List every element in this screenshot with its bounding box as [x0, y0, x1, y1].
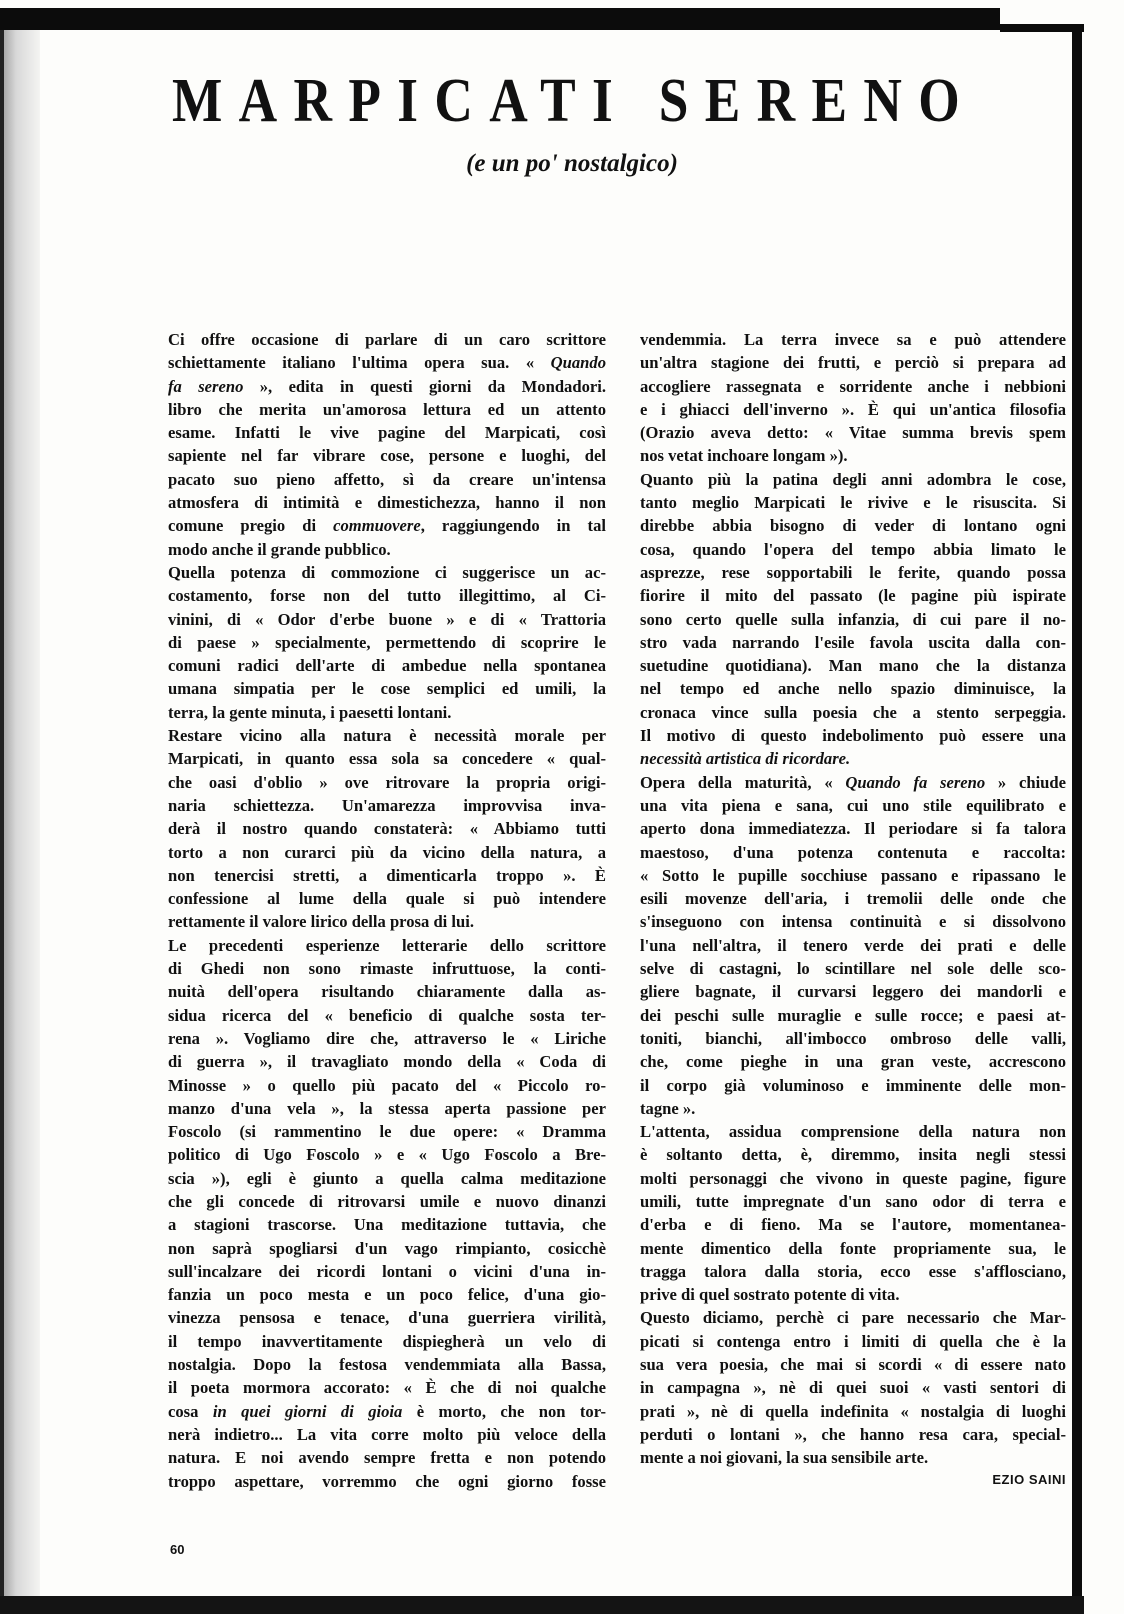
- text-line: tagne ».: [640, 1098, 696, 1118]
- paragraph: [168, 724, 606, 934]
- bottom-border-bar: [0, 1596, 1084, 1614]
- text-line: « Sotto le pupille socchiuse passano e ripassano le: [640, 865, 1066, 885]
- text-line: fanzia un poco mesta e un poco felice, d'una gio-: [168, 1285, 606, 1305]
- text-line: sapiente nel far vibrare cose, persone e luoghi, del: [168, 446, 606, 466]
- text-line: il poeta mormora accorato: « È che di noi qualche: [168, 1378, 606, 1398]
- text-line: che oasi d'oblio » ove ritrovare la propria origi-: [168, 772, 606, 792]
- text-line: tragga talora dalla storia, ecco esse s'afflosciano,: [640, 1261, 1066, 1281]
- text-line: è soltanto detta, è, diremmo, insita negli stessi: [640, 1145, 1066, 1165]
- text-line: gliere bagnate, il curvarsi leggero dei mandorli e: [640, 982, 1066, 1002]
- text-line: terra, la gente minuta, i paesetti lontani.: [168, 702, 452, 722]
- paragraph: [640, 468, 1066, 771]
- paragraph: [168, 934, 606, 1493]
- text-line: umili, tutte impregnate d'un sano odor di terra e: [640, 1191, 1066, 1211]
- text-line: sono certo quelle sulla infanzia, di cui pare il no-: [640, 609, 1066, 629]
- text-line: atmosfera di intimità e dimestichezza, hanno il non: [168, 493, 606, 513]
- text-line: [168, 1400, 606, 1423]
- text-line: stro vada narrando l'esile favola uscita dalla con-: [640, 632, 1066, 652]
- text-line: che, come pieghe in una gran veste, accrescono: [640, 1052, 1066, 1072]
- italic-text: commuovere: [333, 516, 421, 536]
- text-line: Ci offre occasione di parlare di un caro scrittore: [168, 330, 606, 349]
- text-line: [168, 514, 606, 537]
- text-line: Restare vicino alla natura è necessità morale per: [168, 726, 606, 746]
- text-line: toniti, bianchi, all'imbocco ombroso delle valli,: [640, 1028, 1066, 1048]
- text-line: prive di quel sostrato potente di vita.: [640, 1285, 900, 1305]
- text-line: costamento, forse non del tutto illegittimo, al Ci-: [168, 586, 606, 606]
- text-line: picati si contenga entro i limiti di quella che è la: [640, 1331, 1066, 1351]
- text-line: vinini, di « Odor d'erbe buone » e di « Trattoria: [168, 609, 606, 629]
- text-line: il tempo inavvertitamente dispiegherà un velo di: [168, 1331, 606, 1351]
- text-line: Questo diciamo, perchè ci pare necessario che Mar-: [640, 1308, 1066, 1328]
- text-segment: » chiude: [985, 772, 1066, 792]
- text-line: suetudine quotidiana). Man mano che la distanza: [640, 656, 1066, 676]
- italic-text: necessità artistica di ricordare.: [640, 749, 851, 769]
- text-segment: », edita in questi giorni da Mondadori.: [243, 376, 606, 396]
- italic-text: Quando fa sereno: [845, 772, 986, 792]
- text-line: accogliere rassegnata e sorridente anche i nebbioni: [640, 376, 1066, 396]
- text-line: sidua ricerca del « beneficio di qualche sosta ter-: [168, 1005, 606, 1025]
- text-line: naria schiettezza. Un'amarezza improvvisa inva-: [168, 795, 606, 815]
- text-line: in campagna », nè di quei suoi « vasti sentori di: [640, 1378, 1066, 1398]
- text-line: esame. Infatti le vive pagine del Marpicati, così: [168, 423, 606, 443]
- page-number: 60: [170, 1542, 185, 1557]
- text-line: Minosse » o quello più pacato del « Piccolo ro-: [168, 1075, 606, 1095]
- text-line: il corpo già voluminoso e imminente delle mon-: [640, 1075, 1066, 1095]
- top-border-bar: [0, 8, 1000, 30]
- paragraph: [640, 1306, 1066, 1469]
- text-line: natura. E noi avendo sempre fretta e non potendo: [168, 1448, 606, 1468]
- paragraph: [640, 328, 1066, 468]
- text-segment: , raggiungendo in tal: [420, 516, 606, 536]
- text-line: troppo aspettare, vorremmo che ogni giorno fosse: [168, 1471, 606, 1491]
- paragraph: [640, 771, 1066, 1120]
- text-line: L'attenta, assidua comprensione della natura non: [640, 1122, 1066, 1142]
- text-line: tanto meglio Marpicati le rivive e le risuscita. Si: [640, 493, 1066, 513]
- article-title: MARPICATI SERENO: [172, 67, 977, 135]
- text-segment: comune pregio di: [168, 516, 334, 536]
- text-line: comuni radici dell'arte di ambedue nella spontanea: [168, 656, 606, 676]
- text-line: rena ». Vogliamo dire che, attraverso le « Liriche: [168, 1028, 606, 1048]
- italic-text: fa sereno: [168, 376, 244, 396]
- text-line: di paese » specialmente, permettendo di scoprire le: [168, 632, 606, 652]
- text-line: d'erba e di fieno. Ma se l'autore, momentanea-: [640, 1215, 1066, 1235]
- paragraph: [640, 1120, 1066, 1306]
- text-line: modo anche il grande pubblico.: [168, 539, 391, 559]
- italic-text: in quei giorni di gioia: [212, 1401, 403, 1421]
- text-line: rettamente il valore lirico della prosa di lui.: [168, 912, 475, 932]
- text-line: pacato suo pieno affetto, sì da creare un'intensa: [168, 469, 606, 489]
- text-line: non saprà spogliarsi d'un vago rimpianto, cosicchè: [168, 1238, 606, 1258]
- text-line: direbbe abbia bisogno di veder di lontano ogni: [640, 516, 1066, 536]
- text-line: libro che merita un'amorosa lettura ed un attento: [168, 399, 606, 419]
- text-line: un'altra stagione dei frutti, e perciò si prepara ad: [640, 353, 1066, 373]
- text-line: prati », nè di quella indefinita « nostalgia di luoghi: [640, 1401, 1066, 1421]
- text-line: nuità dell'opera risultando chiaramente dalla as-: [168, 982, 606, 1002]
- text-line: selve di castagni, lo scintillare nel sole delle sco-: [640, 959, 1066, 979]
- paragraph: [168, 561, 606, 724]
- right-border-bar: [1072, 28, 1082, 1614]
- text-line: (Orazio aveva detto: « Vitae summa brevis spem: [640, 423, 1066, 443]
- text-line: [168, 375, 606, 398]
- text-line: Il motivo di questo indebolimento può essere una: [640, 726, 1066, 746]
- text-line: confessione al lume della quale si può intendere: [168, 889, 606, 909]
- text-line: maestoso, d'una potenza contenuta e raccolta:: [640, 842, 1066, 862]
- text-line: esili movenze dell'aria, i tremolii delle onde che: [640, 889, 1066, 909]
- text-line: [168, 351, 606, 374]
- text-line: dei peschi sulle muraglie e sulle rocce; e paesi at-: [640, 1005, 1066, 1025]
- text-segment: schiettamente italiano l'ultima opera sua. «: [168, 353, 551, 373]
- text-line: fiorire il mito del passato (le pagine più ispirate: [640, 586, 1066, 606]
- text-line: s'inseguono con intensa continuità e si dissolvono: [640, 912, 1066, 932]
- text-line: sull'incalzare dei ricordi lontani o vicini d'una in-: [168, 1261, 606, 1281]
- paragraph: [168, 328, 606, 561]
- text-line: l'una nell'altra, il tenero verde dei prati e delle: [640, 935, 1066, 955]
- text-line: a stagioni trascorse. Una meditazione tuttavia, che: [168, 1215, 606, 1235]
- text-line: di Ghedi non sono rimaste infruttuose, la conti-: [168, 959, 606, 979]
- text-line: manzo d'una vela », la stessa aperta passione per: [168, 1098, 606, 1118]
- text-line: nel tempo ed anche nello spazio diminuisce, la: [640, 679, 1066, 699]
- article-subtitle: (e un po' nostalgico): [466, 150, 678, 177]
- text-line: politico di Ugo Foscolo » e « Ugo Foscolo a Bre-: [168, 1145, 606, 1165]
- text-line: nerà indietro... La vita corre molto più veloce della: [168, 1424, 606, 1444]
- text-line: mente a noi giovani, la sua sensibile arte.: [640, 1448, 929, 1468]
- text-line: di guerra », il travagliato mondo della « Coda di: [168, 1052, 606, 1072]
- text-line: asprezze, rese sopportabili le ferite, quando possa: [640, 562, 1066, 582]
- text-column-left: [168, 328, 606, 1493]
- text-line: Quella potenza di commozione ci suggerisce un ac-: [168, 562, 606, 582]
- text-line: molti personaggi che vivono in queste pagine, figure: [640, 1168, 1066, 1188]
- author-signature: EZIO SAINI: [992, 1472, 1066, 1487]
- text-line: Le precedenti esperienze letterarie dello scrittore: [168, 935, 606, 955]
- text-column-right: [640, 328, 1066, 1470]
- text-line: cosa, quando l'opera del tempo abbia limato le: [640, 539, 1066, 559]
- text-line: non tenercisi stretti, a dimenticarla troppo ». È: [168, 865, 606, 885]
- text-line: e i ghiacci dell'inverno ». È qui un'antica filosofia: [640, 399, 1066, 419]
- text-line: mente dimentico della fonte propriamente sua, le: [640, 1238, 1066, 1258]
- text-line: nostalgia. Dopo la festosa vendemmiata alla Bassa,: [168, 1355, 606, 1375]
- text-line: Marpicati, in quanto essa sola sa concedere « qual-: [168, 749, 606, 769]
- text-line: vinezza pensosa e tenace, d'una guerriera virilità,: [168, 1308, 606, 1328]
- text-line: una vita piena e sana, cui uno stile equilibrato e: [640, 795, 1066, 815]
- page-edge-shadow: [0, 30, 40, 1600]
- text-line: che gli concede di ritrovarsi umile e nuovo dinanzi: [168, 1191, 606, 1211]
- text-segment: è morto, che non tor-: [402, 1401, 606, 1421]
- text-line: derà il nostro quando constaterà: « Abbiamo tutti: [168, 819, 606, 839]
- text-line: cronaca vince sulla poesia che a stento serpeggia.: [640, 702, 1066, 722]
- text-segment: cosa: [168, 1401, 213, 1421]
- text-line: [640, 771, 1066, 794]
- text-line: umana simpatia per le cose semplici ed umili, la: [168, 679, 606, 699]
- text-line: [640, 747, 1066, 770]
- text-line: Quanto più la patina degli anni adombra le cose,: [640, 469, 1066, 489]
- page-edge-line: [0, 30, 4, 1600]
- text-line: sua vera poesia, che mai si scordi « di essere nato: [640, 1355, 1066, 1375]
- text-line: torto a non curarci più da vicino della natura, a: [168, 842, 606, 862]
- text-segment: Opera della maturità, «: [640, 772, 846, 792]
- italic-text: Quando: [550, 353, 606, 373]
- text-line: scia »), egli è giunto a quella calma meditazione: [168, 1168, 606, 1188]
- text-line: nos vetat inchoare longam »).: [640, 446, 848, 466]
- text-line: aperto dona immediatezza. Il periodare si fa talora: [640, 819, 1066, 839]
- text-line: perduti o lontani », che hanno resa cara, special-: [640, 1424, 1066, 1444]
- text-line: vendemmia. La terra invece sa e può attendere: [640, 330, 1066, 349]
- text-line: Foscolo (si rammentino le due opere: « Dramma: [168, 1122, 606, 1142]
